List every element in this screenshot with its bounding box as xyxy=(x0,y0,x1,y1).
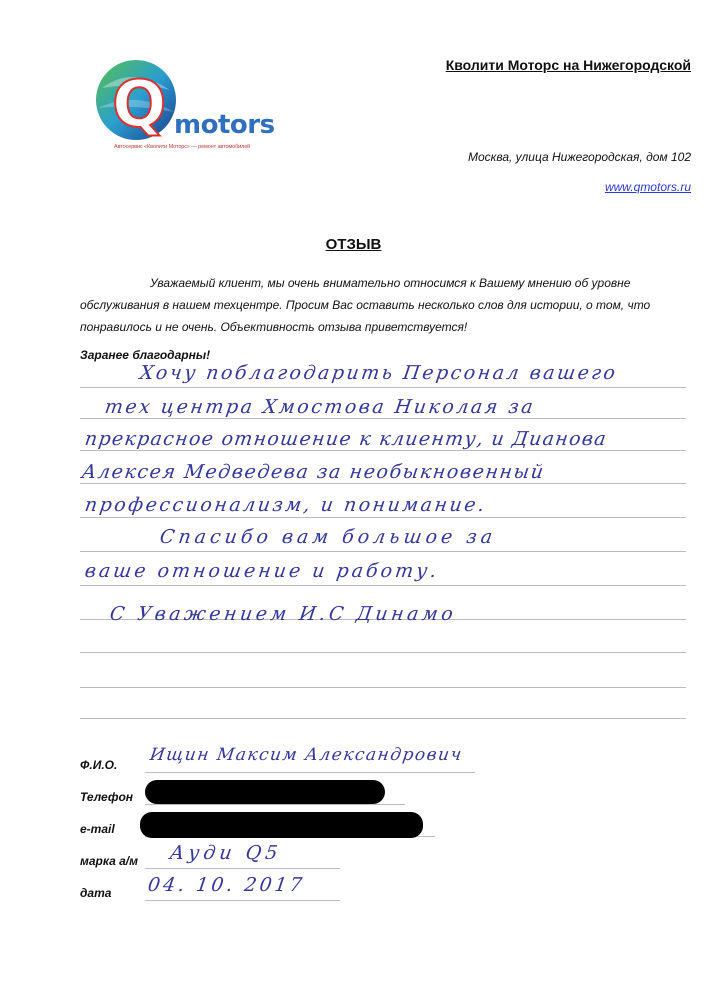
field-label-date: дата xyxy=(80,886,112,900)
review-rule xyxy=(80,418,686,419)
company-website-link[interactable]: www.qmotors.ru xyxy=(604,180,691,194)
phone-redaction xyxy=(145,780,385,804)
intro-text: Уважаемый клиент, мы очень внимательно относимся к Вашему мнению об уровне обслуживания в нашем техцентре. Просим Вас оставить несколько слов для истории, о том, что понравилось и не очень. Объективность отзыва приветствуется! xyxy=(80,276,651,334)
review-rule xyxy=(80,718,686,719)
review-rule xyxy=(80,450,686,451)
form-title: ОТЗЫВ xyxy=(325,236,382,253)
logo-tagline: Автосервис «Кволити Моторс» — ремонт автомобилей xyxy=(114,144,251,150)
field-label-fio: Ф.И.О. xyxy=(80,758,118,772)
logo-letter: Q xyxy=(112,68,167,142)
thanks-note: Заранее благодарны! xyxy=(80,348,211,362)
field-value-car: Ауди Q5 xyxy=(168,842,283,864)
field-line-date xyxy=(145,900,340,901)
form-intro xyxy=(80,272,686,338)
review-rule xyxy=(80,551,686,552)
field-label-email: e-mail xyxy=(80,822,115,836)
company-address: Москва, улица Нижегородская, дом 102 xyxy=(467,150,691,164)
field-value-date: 04. 10. 2017 xyxy=(146,874,307,896)
review-line: профессионализм, и понимание. xyxy=(83,494,489,516)
field-value-fio: Ищин Максим Александрович xyxy=(148,745,465,765)
review-line: ваше отношение и работу. xyxy=(83,560,441,582)
qmotors-logo xyxy=(92,60,282,160)
review-signoff: С Уважением И.С Динамо xyxy=(108,603,458,625)
review-line: Спасибо вам большое за xyxy=(158,526,498,548)
review-rule xyxy=(80,517,686,518)
email-redaction xyxy=(140,812,423,838)
review-rule xyxy=(80,652,686,653)
review-line: Хочу поблагодарить Персонал вашего xyxy=(138,362,620,384)
logo-wordmark: motors xyxy=(174,110,275,140)
field-line-car xyxy=(145,868,340,869)
review-rule xyxy=(80,483,686,484)
field-line-phone xyxy=(145,804,405,805)
review-rule xyxy=(80,585,686,586)
review-line: прекрасное отношение к клиенту, и Дианова xyxy=(83,428,609,450)
review-line: Алексея Медведева за необыкновенный xyxy=(80,461,547,483)
review-rule xyxy=(80,687,686,688)
company-name: Кволити Моторс на Нижегородской xyxy=(445,57,691,73)
field-label-car: марка а/м xyxy=(80,854,139,868)
field-label-phone: Телефон xyxy=(80,790,134,804)
field-line-fio xyxy=(145,772,475,773)
review-line: тех центра Хмостова Николая за xyxy=(103,396,537,418)
review-rule xyxy=(80,387,686,388)
